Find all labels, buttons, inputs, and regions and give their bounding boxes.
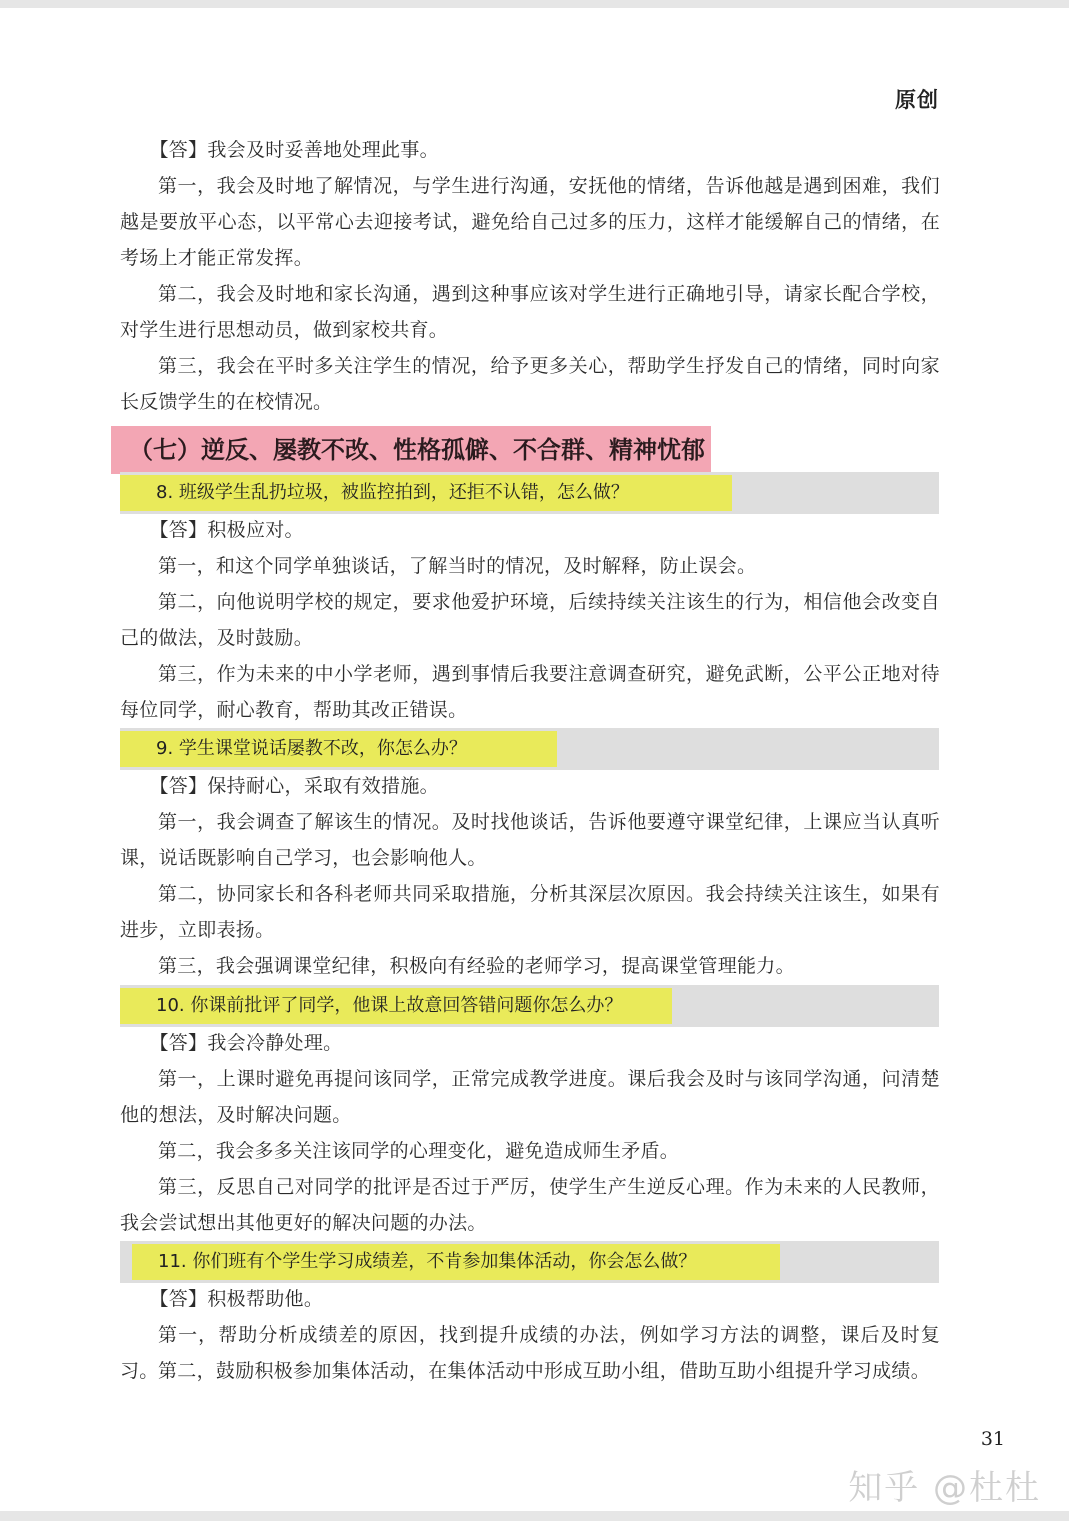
watermark: 知乎 @杜杜 xyxy=(848,1468,1041,1508)
page-number: 31 xyxy=(980,1428,1005,1450)
paragraph: 第二，协同家长和各科老师共同采取措施，分析其深层次原因。我会持续关注该生，如果有进步，立即表扬。 xyxy=(120,883,940,941)
paragraph: 第三，反思自己对同学的批评是否过于严厉，使学生产生逆反心理。作为未来的人民教师，我会尝试想出其他更好的解决问题的办法。 xyxy=(120,1176,940,1234)
answer-text: 【答】积极帮助他。 xyxy=(149,1288,324,1310)
question-band xyxy=(120,985,939,1027)
answer-text: 【答】保持耐心，采取有效措施。 xyxy=(149,775,439,797)
document-page xyxy=(0,8,1069,1511)
paragraph: 第一，和这个同学单独谈话，了解当时的情况，及时解释，防止误会。 xyxy=(158,555,757,577)
answer-text: 【答】我会冷静处理。 xyxy=(149,1032,343,1054)
paragraph: 第二，向他说明学校的规定，要求他爱护环境，后续持续关注该生的行为，相信他会改变自己的做法，及时鼓励。 xyxy=(120,591,940,649)
paragraph: 第二，我会多多关注该同学的心理变化，避免造成师生矛盾。 xyxy=(158,1140,680,1162)
paragraph: 第一，帮助分析成绩差的原因，找到提升成绩的办法，例如学习方法的调整，课后及时复习。 xyxy=(120,1324,940,1382)
paragraph: 第二，鼓励积极参加集体活动，在集体活动中形成互助小组，借助互助小组提升学习成绩。 xyxy=(158,1360,931,1382)
paragraph: 第一，我会及时地了解情况，与学生进行沟通，安抚他的情绪，告诉他越是遇到困难，我们越是要放平心态，以平常心去迎接考试，避免给自己过多的压力，这样才能缓解自己的情绪，在考场上才能正常发挥。 xyxy=(120,175,940,269)
question-text: 8. 班级学生乱扔垃圾，被监控拍到，还拒不认错，怎么做？ xyxy=(120,475,732,511)
question-text: 9. 学生课堂说话屡教不改，你怎么办？ xyxy=(120,731,557,767)
question-band xyxy=(120,472,939,514)
question-band xyxy=(120,1241,939,1283)
paragraph: 第一，上课时避免再提问该同学，正常完成教学进度。课后我会及时与该同学沟通，问清楚他的想法，及时解决问题。 xyxy=(120,1068,940,1126)
question-band xyxy=(120,728,939,770)
paragraph: 第一，我会调查了解该生的情况。及时找他谈话，告诉他要遵守课堂纪律，上课应当认真听课，说话既影响自己学习，也会影响他人。 xyxy=(120,811,940,869)
question-text: 10. 你课前批评了同学，他课上故意回答错问题你怎么办？ xyxy=(120,988,672,1024)
answer-text: 【答】积极应对。 xyxy=(149,519,304,541)
paragraph: 第三，作为未来的中小学老师，遇到事情后我要注意调查研究，避免武断，公平公正地对待每位同学，耐心教育，帮助其改正错误。 xyxy=(120,663,940,721)
paragraph: 第三，我会在平时多关注学生的情况，给予更多关心，帮助学生抒发自己的情绪，同时向家长反馈学生的在校情况。 xyxy=(120,355,940,413)
question-text: 11. 你们班有个学生学习成绩差，不肯参加集体活动，你会怎么做？ xyxy=(132,1244,780,1280)
paragraph: 第二，我会及时地和家长沟通，遇到这种事应该对学生进行正确地引导，请家长配合学校，对学生进行思想动员，做到家校共育。 xyxy=(120,283,940,341)
section-title: （七）逆反、屡教不改、性格孤僻、不合群、精神忧郁 xyxy=(111,426,711,474)
original-tag: 原创 xyxy=(895,88,939,112)
answer-text: 【答】我会及时妥善地处理此事。 xyxy=(149,139,439,161)
paragraph: 第三，我会强调课堂纪律，积极向有经验的老师学习，提高课堂管理能力。 xyxy=(158,955,795,977)
